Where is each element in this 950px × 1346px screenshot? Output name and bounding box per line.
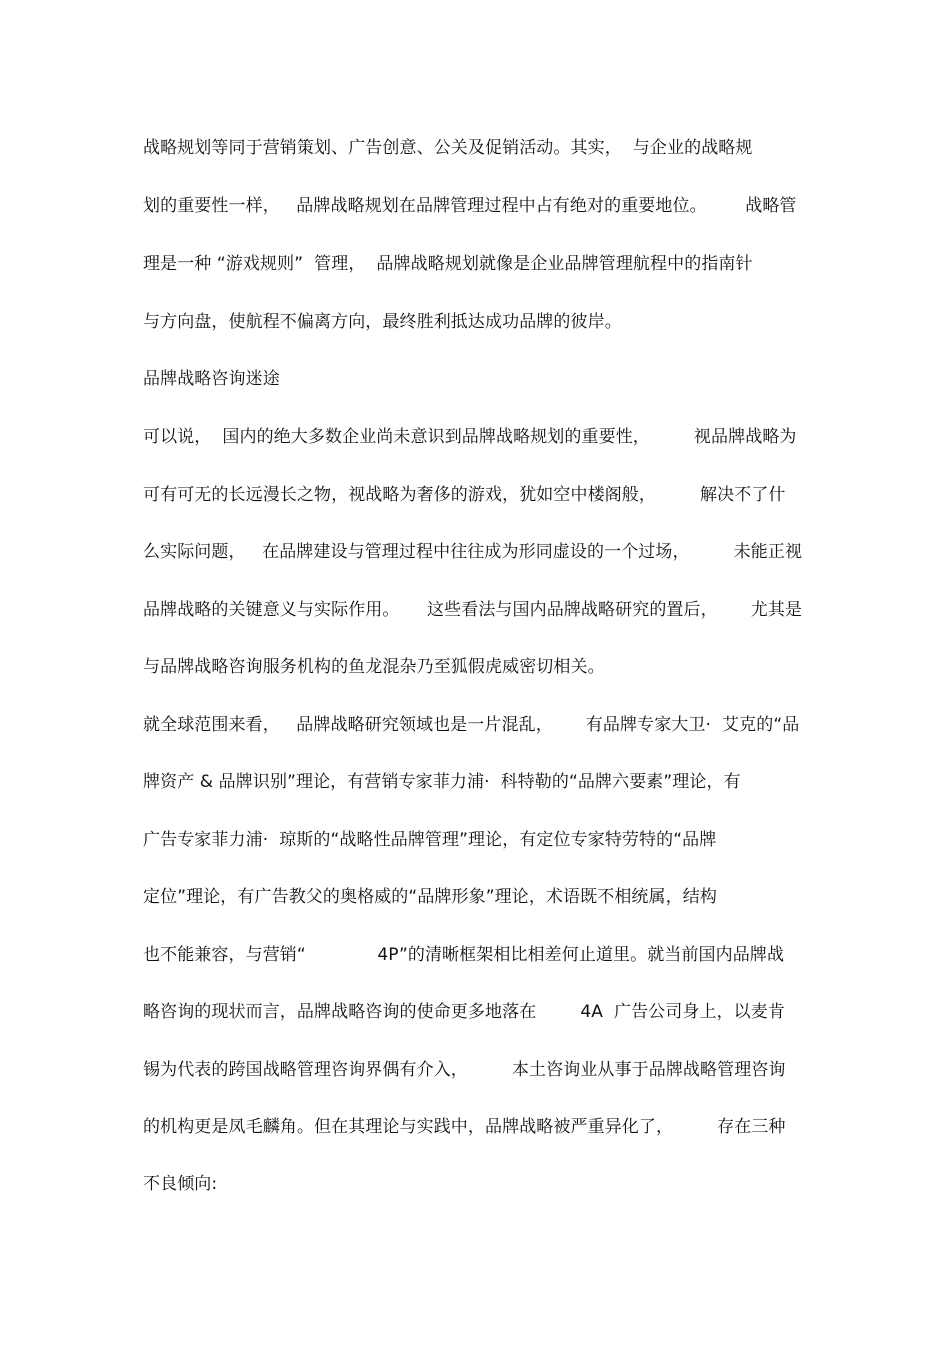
text-line: 略咨询的现状而言，品牌战略咨询的使命更多地落在 4A 广告公司身上，以麦肯	[143, 1002, 785, 1022]
text-line: 与品牌战略咨询服务机构的鱼龙混杂乃至狐假虎威密切相关。	[143, 657, 605, 677]
text-line: 可有可无的长远漫长之物，视战略为奢侈的游戏，犹如空中楼阁般， 解决不了什	[143, 485, 786, 505]
text-line: 么实际问题， 在品牌建设与管理过程中往往成为形同虚设的一个过场， 未能正视	[143, 542, 803, 562]
text-line: 锡为代表的跨国战略管理咨询界偶有介入， 本土咨询业从事于品牌战略管理咨询	[143, 1060, 786, 1080]
text-line: 战略规划等同于营销策划、广告创意、公关及促销活动。其实， 与企业的战略规	[143, 138, 753, 158]
text-line: 划的重要性一样， 品牌战略规划在品牌管理过程中占有绝对的重要地位。 战略管	[143, 196, 797, 216]
section-heading: 品牌战略咨询迷途	[143, 369, 280, 389]
text-line: 就全球范围来看， 品牌战略研究领域也是一片混乱， 有品牌专家大卫· 艾克的“品	[143, 715, 800, 735]
text-line: 不良倾向:	[143, 1174, 218, 1194]
text-line: 理是一种 “游戏规则” 管理， 品牌战略规划就像是企业品牌管理航程中的指南针	[143, 254, 753, 274]
text-line: 品牌战略的关键意义与实际作用。 这些看法与国内品牌战略研究的置后， 尤其是	[143, 600, 803, 620]
text-line: 可以说， 国内的绝大多数企业尚未意识到品牌战略规划的重要性， 视品牌战略为	[143, 427, 797, 447]
text-line: 也不能兼容，与营销“ 4P”的清晰框架相比相差何止道里。就当前国内品牌战	[143, 945, 785, 965]
text-line: 广告专家菲力浦· 琼斯的“战略性品牌管理”理论，有定位专家特劳特的“品牌	[143, 830, 717, 850]
text-line: 与方向盘，使航程不偏离方向，最终胜利抵达成功品牌的彼岸。	[143, 312, 622, 332]
text-line: 牌资产 & 品牌识别”理论，有营销专家菲力浦· 科特勒的“品牌六要素”理论，有	[143, 772, 741, 792]
text-line: 定位”理论，有广告教父的奥格威的“品牌形象”理论，术语既不相统属，结构	[143, 887, 717, 907]
text-line: 的机构更是凤毛麟角。但在其理论与实践中，品牌战略被严重异化了， 存在三种	[143, 1117, 786, 1137]
